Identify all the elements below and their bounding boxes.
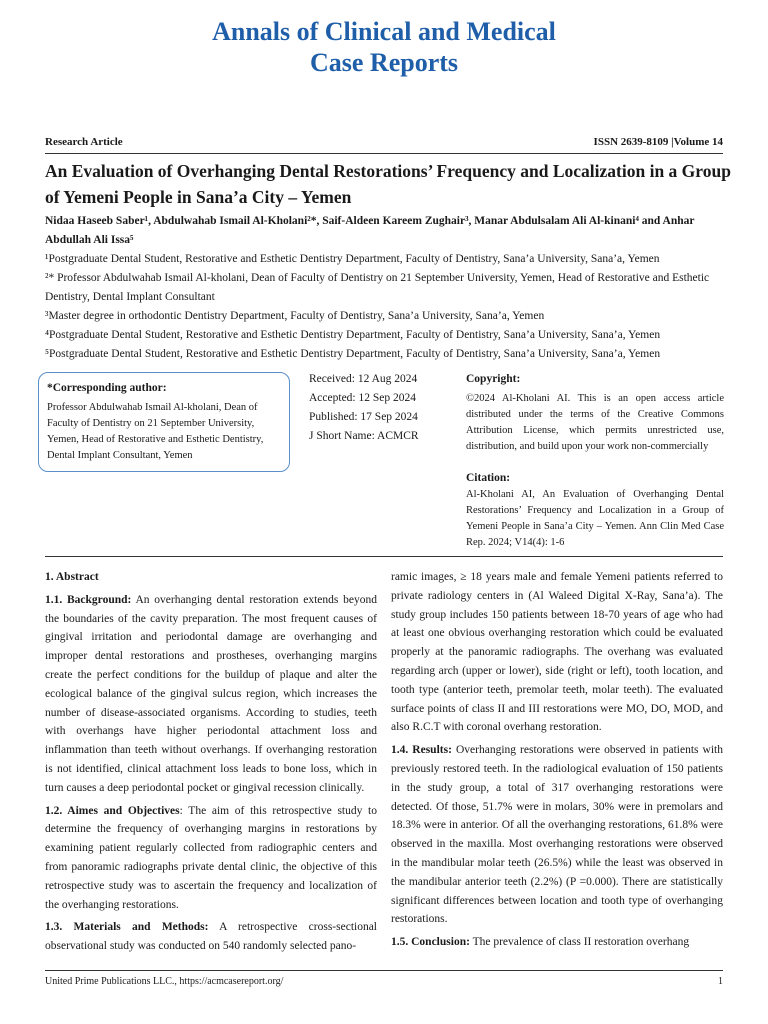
journal-title-line1: Annals of Clinical and Medical <box>212 17 556 46</box>
article-dates <box>309 370 459 446</box>
corresponding-author-heading: *Corresponding author: <box>47 382 167 394</box>
journal-title <box>0 16 768 78</box>
copyright-heading: Copyright: <box>466 373 521 385</box>
publisher-link[interactable]: United Prime Publications LLC., https://acmcasereport.org/ <box>45 976 284 987</box>
corresponding-author-text: Professor Abdulwahab Ismail Al-kholani, Dean of Faculty of Dentistry on 21 September University, Yemen, Head of Restorative and Esthetic Dentistry, Dental Implant Consultant, Yemen <box>47 402 264 461</box>
page-footer <box>45 976 723 987</box>
received-date: Received: 12 Aug 2024 <box>309 373 418 385</box>
abstract-column-right <box>391 568 723 956</box>
body-divider <box>45 556 723 557</box>
issn-volume: ISSN 2639-8109 |Volume 14 <box>593 136 723 148</box>
citation-text: Al-Kholani AI, An Evaluation of Overhanging Dental Restorations’ Frequency and Localization in a Group of Yemeni People in Sana’a City – Yemen. Ann Clin Med Case Rep. 2024; V14(4): 1-6 <box>466 489 724 548</box>
author-list: Nidaa Haseeb Saber¹, Abdulwahab Ismail Al-Kholani²*, Saif-Aldeen Kareem Zughair³, Manar Abdulsalam Ali Al-kinani⁴ and Anhar Abdullah Ali Issa⁵ <box>45 215 695 246</box>
journal-title-line2: Case Reports <box>309 48 459 77</box>
conclusion-paragraph <box>391 933 723 952</box>
affiliation-item: ¹Postgraduate Dental Student, Restorative and Esthetic Dentistry Department, Faculty of Dentistry, Sana’a University, Sana’a, Yemen <box>45 253 660 265</box>
article-meta-row <box>45 136 723 152</box>
methods-continued: ramic images, ≥ 18 years male and female Yemeni patients referred to private radiology centers in (Al Waleed Digital X-Ray, Sana’a). The study group includes 150 patients between 18-70 years of age who had at least one obvious overhanging restoration which could be evaluated properly at the panoramic radiographs. The overhang was evaluated regarding arch (upper or lower), side (right or left), tooth location, and tooth type (anterior teeth, premolar teeth, molar teeth). The evaluated surface points of class II and III restorations were MO, DO, MOD, and also R.C.T with coronal overhang restoration. <box>391 571 723 734</box>
article-type: Research Article <box>45 136 123 148</box>
copyright-block <box>466 370 724 455</box>
copyright-text: ©2024 Al-Kholani AI. This is an open access article distributed under the terms of the Creative Commons Attribution License, which permits unrestricted use, distribution, and build upon your work non-commercially <box>466 393 724 452</box>
conclusion-label: 1.5. Conclusion: <box>391 936 470 949</box>
paper-title: An Evaluation of Overhanging Dental Restorations’ Frequency and Localization in a Group of Yemeni People in Sana’a City – Yemen <box>45 161 731 207</box>
background-label: 1.1. Background: <box>45 593 132 606</box>
footer-divider <box>45 970 723 971</box>
aims-paragraph <box>45 802 377 915</box>
citation-block <box>466 470 724 551</box>
affiliation-item: ³Master degree in orthodontic Dentistry Department, Faculty of Dentistry, Sana’a University, Sana’a, Yemen <box>45 310 545 322</box>
conclusion-text: The prevalence of class II restoration overhang <box>469 936 690 949</box>
methods-text-left: A retrospective cross-sectional observational study was conducted on 540 randomly selected pano- <box>45 921 378 953</box>
methods-label: 1.3. Materials and Methods: <box>45 921 209 934</box>
methods-paragraph <box>45 918 377 956</box>
background-paragraph <box>45 591 377 798</box>
results-text: Overhanging restorations were observed in patients with previously restored teeth. In the radiological evaluation of 150 patients in the study group, a total of 317 overhanging restorations were detected. Of those, 51.7% were in molars, 30% were in premolars and 18.3% were in anterior. Of all the overhanging restorations, 61.8% were observed in the maxilla. Most overhanging restorations were observed in the mandibular molar teeth (26.5%) while the least was observed in the mandibular anterior teeth (2.2%) (P =0.000). There are statistically significant differences between location and tooth type of overhanging restorations. <box>391 744 723 926</box>
results-paragraph <box>391 741 723 929</box>
citation-heading: Citation: <box>466 472 511 484</box>
abstract-column-left <box>45 568 377 960</box>
affiliation-item: ⁴Postgraduate Dental Student, Restorative and Esthetic Dentistry Department, Faculty of Dentistry, Sana’a University, Sana’a, Yemen <box>45 329 661 341</box>
affiliation-item: ⁵Postgraduate Dental Student, Restorative and Esthetic Dentistry Department, Faculty of Dentistry, Sana’a University, Sana’a, Yemen <box>45 348 661 360</box>
header-divider <box>45 153 723 154</box>
background-text: An overhanging dental restoration extends beyond the boundaries of the cavity preparation. The most frequent causes of gingival irritation and periodontal damage are overhanging and improper dental restorations and prostheses, overhanging margins create the perfect conditions for the buildup of plaque and alter the ecological balance of the gingival sulcus region, which increases the number of disease-associated organisms. According to studies, teeth with overhangs have higher periodontal attachment loss and inflammation than teeth without overhangs. If overhanging restoration is not identified, clinical attachment loss leads to bone loss, which in turn causes a deep periodontal pocket or gingival recession clinically. <box>45 593 377 794</box>
page-number: 1 <box>718 976 723 987</box>
affiliation-list <box>45 250 735 364</box>
published-date: Published: 17 Sep 2024 <box>309 411 418 423</box>
aims-text: : The aim of this retrospective study to determine the frequency of overhanging margins in restorations by examining patient regularly collected from radiographic centers and from panoramic radiographs private dental clinic, the objective of this retrospective study was to ascertain the frequency and localization of the overhanging restorations. <box>45 804 377 911</box>
results-label: 1.4. Results: <box>391 744 452 757</box>
affiliation-item: ²* Professor Abdulwahab Ismail Al-kholani, Dean of Faculty of Dentistry on 21 September University, Yemen, Head of Restorative and Esthetic Dentistry, Dental Implant Consultant <box>45 272 710 303</box>
journal-short-name: J Short Name: ACMCR <box>309 430 419 442</box>
aims-label: 1.2. Aimes and Objectives <box>45 804 180 817</box>
corresponding-author-box <box>38 372 290 472</box>
abstract-heading: 1. Abstract <box>45 571 99 583</box>
accepted-date: Accepted: 12 Sep 2024 <box>309 392 416 404</box>
